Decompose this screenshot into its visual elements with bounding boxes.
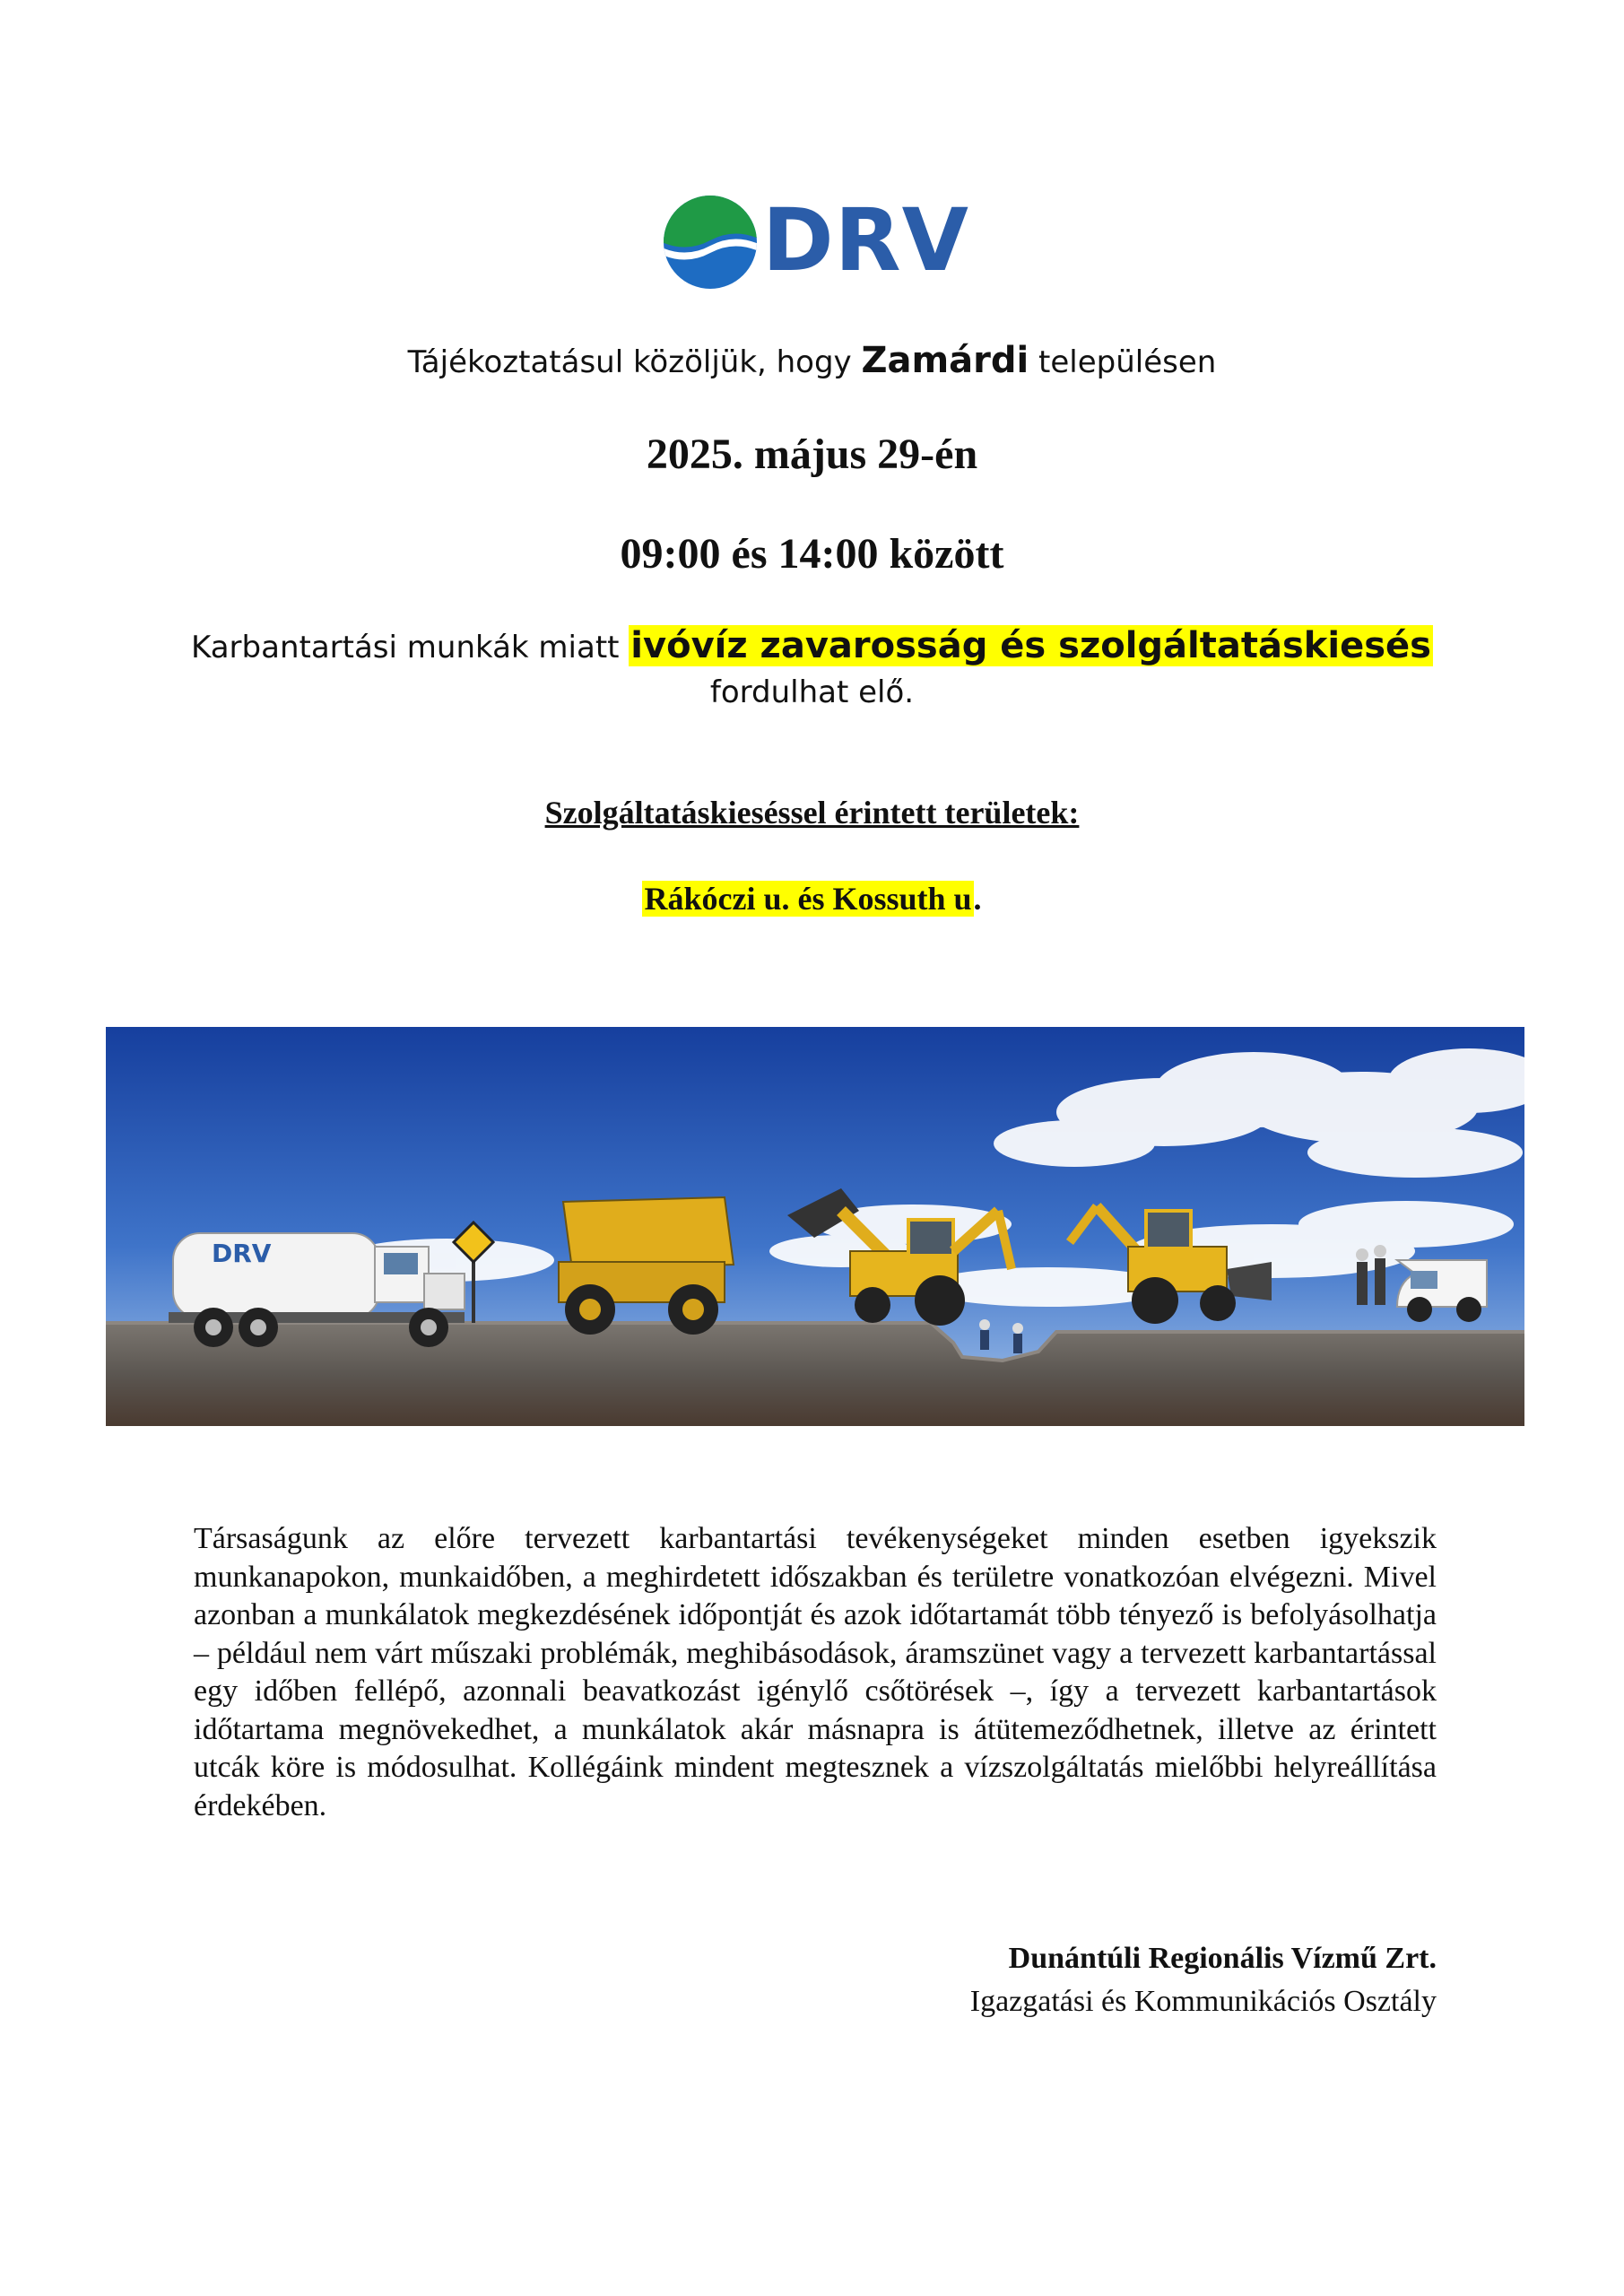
intro-line (0, 339, 1624, 384)
date-line: 2025. május 29-én (646, 430, 978, 478)
intro-after: településen (1029, 344, 1217, 380)
notice-continuation: fordulhat elő. (709, 674, 915, 710)
time-line: 09:00 és 14:00 között (620, 530, 1004, 578)
drv-logo-mark-icon (662, 194, 759, 291)
signature-organization: Dunántúli Regionális Vízmű Zrt. (1008, 1942, 1437, 1975)
construction-scene-image (106, 1027, 1524, 1426)
truck-logo: DRV (212, 1239, 272, 1268)
areas-period: . (973, 881, 982, 917)
notice-highlight: ivóvíz zavarosság és szolgáltatáskiesés (630, 625, 1431, 666)
signature-department: Igazgatási és Kommunikációs Osztály (969, 1985, 1437, 2018)
intro-before: Tájékoztatásul közöljük, hogy (407, 344, 862, 380)
signature-block (807, 1937, 1437, 2023)
construction-scene (106, 1027, 1524, 1426)
notice-line (0, 621, 1624, 673)
drv-logo (662, 190, 977, 293)
logo-text: DRV (762, 190, 969, 291)
areas-title: Szolgáltatáskieséssel érintett területek: (544, 795, 1080, 831)
body-paragraph: Társaságunk az előre tervezett karbantartási tevékenységeket minden esetben igyekszik munkanapokon, munkaidőben, a meghirdetett időszakban és területre vonatkozóan elvégezni. Mivel azonban a munkálatok megkezdésének időpontját és azok időtartamát több tényező is befolyásolhatja – például nem várt műszaki problémák, meghibásodások, áramszünet vagy a tervezett karbantartással egy időben fellépő, azonnali beavatkozást igénylő csőtörések –, így a tervezett karbantartások időtartama megnövekedhet, a munkálatok akár másnapra is átütemeződhetnek, illetve az érintett utcák köre is módosulhat. Kollégáink mindent megtesznek a vízszolgáltatás mielőbbi helyreállítása érdekében. (194, 1522, 1437, 1822)
areas-line (0, 874, 1624, 923)
notice-before: Karbantartási munkák miatt (191, 630, 630, 665)
areas-value: Rákóczi u. és Kossuth u (644, 881, 972, 917)
city-name: Zamárdi (861, 340, 1029, 381)
